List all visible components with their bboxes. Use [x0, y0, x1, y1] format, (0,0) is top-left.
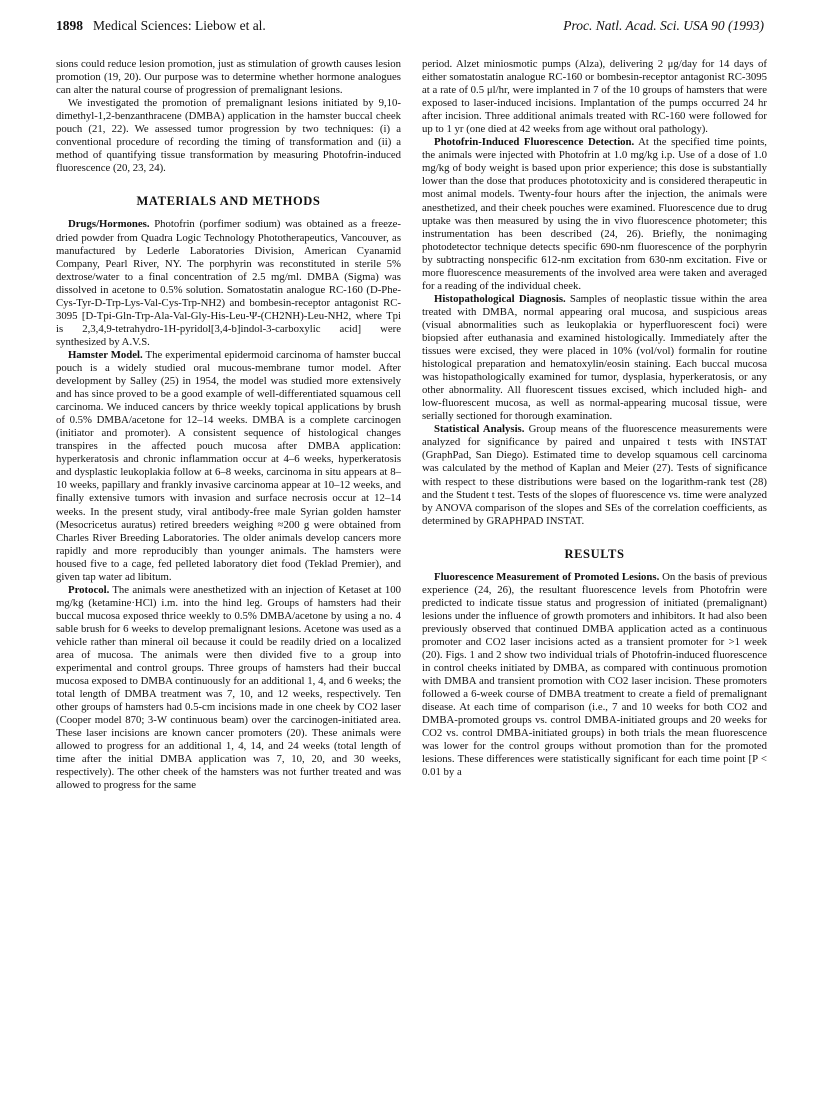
drugs-text: Photofrin (porfimer sodium) was obtained as a freeze-dried powder from Quadra Logic Technology Phototherapeutics, Vancouver, as manufactured by Lederle Laboratories Division, American Cyanamid Company, Pearl River, NY. The porphyrin was reconstituted in sterile 5% dextrose/water to a final concentration of 2.5 mg/ml. DMBA (Sigma) was dissolved in acetone to 0.5% solution. Somatostatin analogue RC-160 (D-Phe-Cys-Tyr-D-Trp-Lys-Val-Cys-Trp-NH2) and bombesin-receptor antagonist RC-3095 [D-Tpi-Gln-Trp-Ala-Val-Gly-His-Leu-Ψ-(CH2NH)-Leu-NH2, where Tpi is 2,3,4,9-tetrahydro-1H-pyridol[3,4-b]indol-3-carboxylic acid] were synthesized by A.V.S.	[56, 218, 402, 348]
protocol-text: The animals were anesthetized with an injection of Ketaset at 100 mg/kg (ketamine·HCl) i.m. into the hind leg. Groups of hamsters had their buccal mucosa exposed thrice weekly to 0.5% DMBA/acetone by using a no. 4 sable brush for 6 weeks to develop premalignant lesions. Acetone was used as a vehicle rather than mineral oil because it could be readily dried on a localized area of mucosa. The animals were then divided five to a group into experimental and control groups. Three groups of hamsters had their buccal mucosa exposed to DMBA continuously for an additional 1, 4, and 6 weeks; the total length of DMBA treatment was 7, 10, and 12 weeks, respectively. Ten other groups of hamsters had 0.5-cm incisions made in one cheek by CO2 laser (Cooper model 870; 3-W continuous beam) over the carcinogen-initiated area. These laser incisions are known cancer promoters (20). These animals were allowed to progress for an additional 1, 4, 14, and 24 weeks (total length of time after the initial DMBA application was 7, 10, 20, and 30 weeks, respectively). The other cheek of the hamsters was not further treated and was allowed to progress for the same	[56, 583, 401, 792]
right-column	[422, 58, 767, 779]
page-number: 1898	[56, 18, 83, 33]
hamster-heading: Hamster Model.	[68, 348, 143, 361]
intro-paragraph-1: sions could reduce lesion promotion, just as stimulation of growth causes lesion promotion (19, 20). Our purpose was to determine whether hormone analogues can alter the natural course of progression of premalignant lesions.	[56, 58, 401, 97]
running-title-right: Proc. Natl. Acad. Sci. USA 90 (1993)	[563, 18, 764, 33]
histo-paragraph	[422, 293, 767, 423]
left-column	[56, 58, 401, 793]
histo-heading: Histopathological Diagnosis.	[434, 292, 566, 305]
photofrin-text: At the specified time points, the animals were injected with Photofrin at 1.0 mg/kg i.p. Use of a dose of 1.0 mg/kg of body weight is based upon prior experience; this dose is substantially lower than the dose that produces phototoxicity and is considered therapeutic in most animal models. Twenty-four hours after the injection, the animals were anesthetized, and their cheek pouches were examined. Fluorescence due to drug uptake was then measured by using the in vivo fluorescence photometer; this instrumentation has been described (24, 26). Briefly, the nonimaging photodetector technique detects specific 690-nm fluorescence of the porphyrin by subtracting nonspecific 612-nm excitation from 630-nm excitation. Five or more fluorescence measurements of the involved area were taken and averaged for a reading of the individual cheek.	[422, 136, 767, 292]
stat-text: Group means of the fluorescence measurements were analyzed for significance by paired and unpaired t tests with INSTAT (GraphPad, San Diego). Estimated time to develop squamous cell carcinoma was calculated by the method of Kaplan and Meier (27). Tests of significance with respect to these distributions were based on the logarithm-rank test (28) and the Student t test. Tests of the slopes of fluorescence vs. time were analyzed by ANOVA comparison of the slopes and SEs of the correlation coefficients, as determined by GRAPHPAD INSTAT.	[422, 423, 767, 527]
protocol-paragraph	[56, 584, 401, 793]
stat-heading: Statistical Analysis.	[434, 423, 525, 436]
stat-paragraph	[422, 423, 767, 527]
drugs-paragraph	[56, 218, 401, 348]
fluor-heading: Fluorescence Measurement of Promoted Lesions.	[434, 570, 660, 583]
drugs-heading: Drugs/Hormones.	[68, 218, 150, 231]
continued-paragraph: period. Alzet miniosmotic pumps (Alza), delivering 2 μg/day for 14 days of either somatostatin analogue RC-160 or bombesin-receptor antagonist RC-3095 at a rate of 0.5 μl/hr, were implanted in 7 of the 10 groups of hamsters that were exposed to laser-induced incisions. Implantation of the pumps occurred 24 hr after incision. Three additional animals treated with RC-160 were followed for up to 1 yr (one died at 42 weeks from age without oral pathology).	[422, 58, 767, 136]
methods-heading: MATERIALS AND METHODS	[136, 194, 321, 209]
protocol-heading: Protocol.	[68, 583, 110, 596]
histo-text: Samples of neoplastic tissue within the area treated with DMBA, normal appearing oral mucosa, and suspicious areas (visual abnormalities such as leukoplakia or hyperfluorescent foci) were biopsied after euthanasia and examined histologically. Immediately after the tissues were excised, they were placed in 10% (vol/vol) formalin for routine histological preparation and hematoxylin/eosin staining. Each buccal mucosa was histopathologically examined for tumor, dysplasia, hyperkeratosis, or any other abnormality. All fluorescent tissues excised, which included high- and low-fluorescent mucosa, as well as normal-appearing mucosal tissue, were serially sectioned for thorough examination.	[422, 292, 768, 423]
running-title-left: Medical Sciences: Liebow et al.	[93, 18, 266, 33]
header-left	[56, 18, 266, 34]
photofrin-paragraph	[422, 136, 767, 293]
hamster-text: The experimental epidermoid carcinoma of hamster buccal pouch is a widely studied oral mucous-membrane tumor model. After development by Salley (25) in 1954, the model was studied more extensively and has since proved to be a good example of well-differentiated squamous cell carcinoma. We induced cancers by thrice weekly topical applications by brush of 0.5% DMBA/acetone for 12–14 weeks. DMBA is a complete carcinogen (initiator and promoter). A consistent sequence of histological changes transpires in the affected pouch mucosa after DMBA application: hyperkeratosis and chronic inflammation occur at 4–6 weeks, hyperkeratosis and dysplastic leukoplakia follow at 6–8 weeks, carcinoma in situ appears at 8–10 weeks, papillary and frankly invasive carcinoma appear at 10–12 weeks, and finally extensive tumors with invasion and surface necrosis occur at 12–14 weeks. In the present study, viral antibody-free male Syrian golden hamster (Mesocricetus auratus) retired breeders weighing ≈200 g were obtained from Charles River Breeding Laboratories. The older animals develop cancers more rapidly and more reproducibly than younger animals. The hamsters were housed five to a cage, fed pelleted laboratory diet food (Teklad Premier), and given tap water ad libitum.	[56, 348, 401, 583]
hamster-paragraph	[56, 349, 401, 584]
results-heading: RESULTS	[564, 546, 625, 561]
running-header	[56, 18, 764, 38]
intro-paragraph-2: We investigated the promotion of premalignant lesions initiated by 9,10-dimethyl-1,2-benzanthracene (DMBA) application in the hamster buccal cheek pouch (21, 22). We assessed tumor progression by two techniques: (i) a conventional procedure of recording the timing of transformation and (ii) a method of quantifying tissue transformation by measuring Photofrin-induced fluorescence (20, 23, 24).	[56, 97, 401, 175]
fluor-text: On the basis of previous experience (24, 26), the resultant fluorescence levels from Photofrin were predicted to indicate tissue status and progression of initiated (premalignant) lesions under the influence of growth promoters and inhibitors. It had also been previously observed that continued DMBA application acted as a continuous promoter and CO2 laser incisions acted as a transient promoter for >1 week (20). Figs. 1 and 2 show two individual trials of Photofrin-induced fluorescence in control cheeks initiated by DMBA, as compared with continuous promotion with DMBA and transient promotion with CO2 laser incision. These promoters followed a 6-week course of DMBA treatment to create a field of premalignant disease. At each time of comparison (i.e., 7 and 10 weeks for both CO2 and DMBA-promoted groups vs. control DMBA-initiated groups and 20 weeks for CO2 vs. control DMBA-initiated groups) in both trials the mean fluorescence was lower for the control groups without promotion than for the promoted lesions. These differences were statistically significant for each time point [P < 0.01 by a	[422, 570, 768, 779]
fluor-paragraph	[422, 571, 767, 780]
photofrin-heading: Photofrin-Induced Fluorescence Detection.	[434, 136, 635, 149]
